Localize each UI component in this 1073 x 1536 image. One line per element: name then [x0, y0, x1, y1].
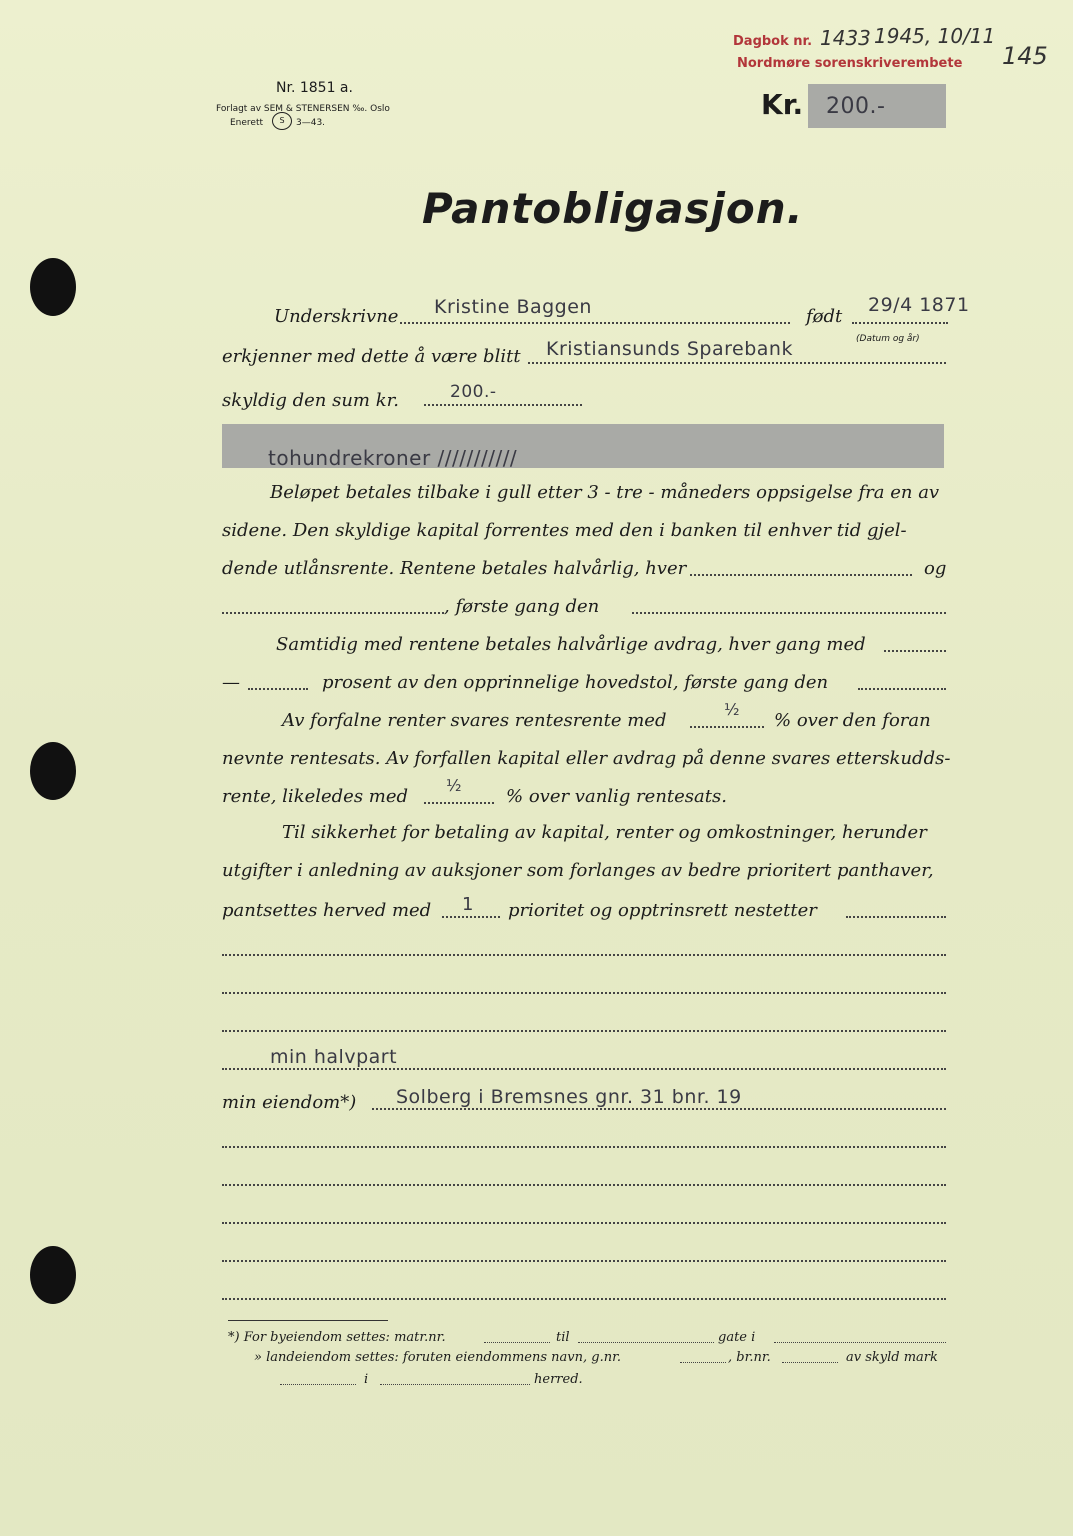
nestetter-dotline [846, 916, 946, 918]
document-title: Pantobligasjon. [422, 184, 804, 233]
footnote-line-2b: , br.nr. [728, 1350, 771, 1365]
footnote-gate-dotline [774, 1342, 946, 1343]
footnote-herred-dotline-1 [280, 1384, 356, 1385]
punch-hole-bottom [30, 1246, 76, 1304]
footnote-herred-dotline-2 [380, 1384, 530, 1385]
footnote-line-1a: *) For byeiendom settes: matr.nr. [228, 1330, 446, 1345]
body-line-1: Beløpet betales tilbake i gull etter 3 - tre - måneders oppsigelse fra en av [270, 482, 940, 503]
body-line-10: Til sikkerhet for betaling av kapital, renter og omkostninger, herunder [282, 822, 927, 843]
underskrivne-dotline [400, 322, 790, 324]
body-line-12b: prioritet og opptrinsrett nestetter [508, 900, 817, 921]
footnote-til-dotline [578, 1342, 714, 1343]
sum-dotline [424, 404, 582, 406]
footnote-line-3b: herred. [534, 1372, 583, 1387]
folio-number: 145 [1002, 42, 1048, 70]
footnote-brnr-dotline [782, 1362, 838, 1363]
forste-gang-dotline [632, 612, 946, 614]
dagbok-year-date: 1945, 10/11 [874, 24, 996, 48]
stamp-dagbok-label: Dagbok nr. [733, 34, 813, 49]
underskrivne-value: Kristine Baggen [434, 296, 592, 318]
body-line-2: sidene. Den skyldige kapital forrentes med den i banken til enhver tid gjel- [222, 520, 907, 541]
body-line-11: utgifter i anledning av auksjoner som forlanges av bedre prioritert panthaver, [222, 860, 934, 881]
body-line-9b: % over vanlig rentesats. [506, 786, 727, 807]
fodt-value: 29/4 1871 [868, 294, 970, 316]
body-line-8: nevnte rentesats. Av forfallen kapital eller avdrag på denne svares etterskudds- [222, 748, 951, 769]
blank-dotline-2 [222, 992, 946, 994]
prioritet-value: 1 [462, 894, 474, 915]
avdrag-dotline [884, 650, 946, 652]
blank-dotline-8 [222, 1298, 946, 1300]
footnote-rule [228, 1320, 388, 1321]
prioritet-dotline [442, 916, 500, 918]
skyldig-label: skyldig den sum kr. [222, 390, 399, 411]
stamp-office: Nordmøre sorenskriverembete [737, 56, 963, 71]
avdrag-date-dotline [858, 688, 946, 690]
sum-value: 200.- [450, 382, 497, 402]
body-line-12a: pantsettes herved med [222, 900, 432, 921]
amount-words-value: tohundrekroner /////////// [268, 446, 518, 470]
halvpart-value: min halvpart [270, 1046, 398, 1068]
rentesrente-fraction: ½ [724, 700, 741, 719]
fodt-dotline [852, 322, 948, 324]
creditor-dotline [528, 362, 946, 364]
body-line-3-end: og [924, 558, 947, 579]
blank-dotline-6 [222, 1222, 946, 1224]
likeledes-fraction: ½ [446, 776, 463, 795]
halvpart-dotline [222, 1068, 946, 1070]
blank-dotline-1 [222, 954, 946, 956]
footnote-line-3a: i [364, 1372, 369, 1387]
prosent-dotline [248, 688, 308, 690]
body-line-6: prosent av den opprinnelige hovedstol, første gang den [322, 672, 829, 693]
body-line-7b: % over den foran [774, 710, 931, 731]
body-line-6-dash: — [222, 672, 240, 693]
punch-hole-top [30, 258, 76, 316]
body-line-3: dende utlånsrente. Rentene betales halvårlig, hver [222, 558, 687, 579]
dagbok-number: 1433 [820, 26, 871, 50]
footnote-line-2a: » landeiendom settes: foruten eiendommens navn, g.nr. [254, 1350, 621, 1365]
blank-dotline-4 [222, 1146, 946, 1148]
body-line-7a: Av forfalne renter svares rentesrente med [282, 710, 667, 731]
body-line-9a: rente, likeledes med [222, 786, 409, 807]
creditor-value: Kristiansunds Sparebank [546, 338, 793, 360]
footnote-matrnr-dotline [484, 1342, 550, 1343]
erkjenner-label: erkjenner med dette å være blitt [222, 346, 521, 367]
body-line-4: , første gang den [444, 596, 600, 617]
footnote-gnr-dotline [680, 1362, 726, 1363]
blank-dotline-5 [222, 1184, 946, 1186]
blank-dotline-7 [222, 1260, 946, 1262]
kr-label: Kr. [761, 88, 804, 121]
publisher-logo: S [272, 112, 292, 130]
eiendom-dotline [372, 1108, 946, 1110]
kr-amount: 200.- [826, 94, 886, 119]
footnote-line-1c: gate i [718, 1330, 756, 1345]
publisher-line: Forlagt av SEM & STENERSEN ‰. Oslo [216, 104, 390, 114]
enerett-label: Enerett [230, 118, 264, 128]
date-code: 3—43. [296, 118, 326, 128]
underskrivne-label: Underskrivne [274, 306, 399, 327]
datum-hint: (Datum og år) [856, 334, 920, 344]
body-line-5: Samtidig med rentene betales halvårlige avdrag, hver gang med [276, 634, 866, 655]
blank-dotline-3 [222, 1030, 946, 1032]
punch-hole-middle [30, 742, 76, 800]
fodt-label: født [806, 306, 843, 327]
rentesrente-dotline [690, 726, 764, 728]
eiendom-label: min eiendom*) [222, 1092, 357, 1113]
footnote-line-2c: av skyld mark [846, 1350, 938, 1365]
rente-date-dotline [222, 612, 444, 614]
eiendom-value: Solberg i Bremsnes gnr. 31 bnr. 19 [396, 1086, 742, 1108]
hver-dotline [690, 574, 912, 576]
likeledes-dotline [424, 802, 494, 804]
footnote-line-1b: til [556, 1330, 570, 1345]
form-number: Nr. 1851 a. [276, 80, 353, 96]
